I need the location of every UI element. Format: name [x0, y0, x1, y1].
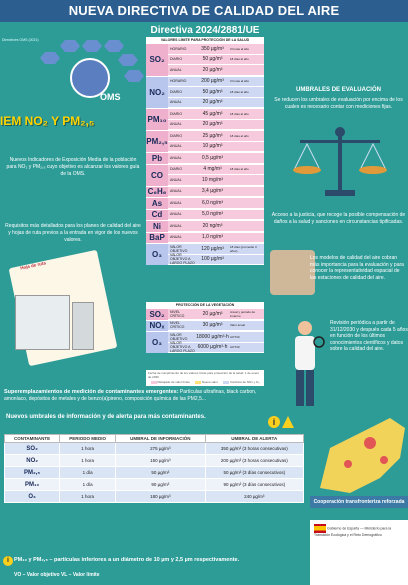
- column-header: PERIODO MEDIO: [60, 435, 116, 443]
- compliance-date-note: Fecha de cumplimiento de los valores límite para protección de la salud: 1 de enero de 2030: [148, 371, 260, 379]
- cell-value: 3,4 µg/m³: [201, 188, 224, 195]
- cell-period: DIARIO: [170, 57, 183, 62]
- table-row: [168, 198, 264, 209]
- cell-value: 20 µg/m³: [202, 121, 223, 128]
- pollutant-name: As: [146, 198, 168, 209]
- hexagon-decor: [82, 40, 102, 52]
- cell-note: AOT40: [230, 345, 240, 350]
- cell-period: ANUAL: [170, 189, 182, 194]
- info-icon: i: [3, 556, 13, 566]
- cell-period: VALOR OBJETIVO A LARGO PLAZO: [170, 253, 195, 266]
- abbreviations-note: VO – Valor objetivo VL – Valor límite: [14, 572, 100, 578]
- government-label: Gobierno de España — Ministerio para la Transición Ecológica y el Reto Demográfico: [314, 526, 392, 537]
- compliance-footnote: [146, 370, 264, 386]
- table-row: [168, 187, 264, 198]
- pollutant-group: [146, 331, 264, 353]
- cell-value: 30 µg/m³: [202, 322, 223, 329]
- cell-note: 18 días al año: [230, 89, 249, 94]
- table-cell: 1 hora: [60, 455, 116, 467]
- table-cell: 240 µg/m³: [205, 491, 303, 503]
- table-cell: 180 µg/m³: [116, 491, 205, 503]
- cell-value: 4 mg/m³: [203, 166, 222, 173]
- roadmap-label: Hoja de ruta: [19, 260, 47, 271]
- table-cell: O₃: [5, 491, 60, 503]
- measurement-station-icon: [15, 295, 70, 350]
- table-legend: [148, 379, 262, 385]
- legend-item: Rebajado de valor límite: [151, 380, 190, 384]
- table-row: [168, 321, 264, 332]
- pollutant-group: [146, 197, 264, 209]
- pollutant-name: Cd: [146, 210, 168, 221]
- cell-value: 50 µg/m³: [202, 88, 223, 95]
- hexagon-decor: [60, 40, 80, 52]
- table-row: [168, 87, 264, 98]
- cell-period: DIARIO: [170, 167, 183, 172]
- cell-note: 18 días al año: [230, 133, 249, 138]
- table-header-row: [5, 435, 304, 443]
- page-title: NUEVA DIRECTIVA DE CALIDAD DEL AIRE: [0, 0, 408, 22]
- cell-period: ANUAL: [170, 67, 182, 72]
- justice-scale-icon: [290, 124, 390, 200]
- review-text: Revisión periódica a partir de 31/12/2030 y después cada 5 años en función de los últimos conocimientos científicos y datos sobre la calidad del aire.: [330, 320, 408, 352]
- cell-value: 45 µg/m³: [202, 110, 223, 117]
- pollutant-group: [146, 186, 264, 198]
- cell-value: 20 µg/m³: [202, 310, 223, 317]
- hexagon-decor: [104, 40, 124, 52]
- limit-values-table: [146, 37, 264, 265]
- table-row: [168, 142, 264, 153]
- warning-icon: [282, 416, 294, 428]
- supersites-detail: Partículas ultrafinas, black carbon, amoníaco, depósitos de metales y de benzo(a)pireno, composición química de las PM2,5...: [4, 389, 257, 403]
- pollutant-name: BaP: [146, 233, 168, 244]
- table-row: [5, 455, 304, 467]
- table-cell: 1 día: [60, 467, 116, 479]
- cell-note: 3 horas al año: [230, 46, 250, 51]
- cell-period: NIVEL CRÍTICO: [170, 321, 185, 330]
- cell-value: 50 µg/m³: [202, 56, 223, 63]
- pollutant-name: NO₂: [146, 77, 168, 109]
- table-row: [168, 109, 264, 120]
- table-row: [168, 55, 264, 66]
- pollutant-group: [146, 209, 264, 221]
- cell-value: 200 µg/m³: [201, 78, 224, 85]
- cell-note: 18 días al año: [230, 57, 249, 62]
- supersites-block: [4, 389, 266, 403]
- pollutant-name: CO: [146, 165, 168, 186]
- spain-flag-icon: [314, 524, 326, 533]
- iem-description: Nuevos Indicadores de Exposición Media de la población para NO₂ y PM₂,₅ cuyo objetivo es alcanzar los valores guía de la OMS.: [6, 157, 140, 177]
- cell-period: NIVEL CRÍTICO: [170, 309, 185, 318]
- table-cell: PM₂,₅: [5, 467, 60, 479]
- pollutant-group: [146, 76, 264, 109]
- table-row: [168, 221, 264, 232]
- cell-period: ANUAL: [170, 122, 182, 127]
- table-row: [168, 44, 264, 55]
- table-row: [168, 131, 264, 142]
- table-cell: PM₁₀: [5, 479, 60, 491]
- pollutant-name: C₆H₆: [147, 187, 167, 197]
- cooperation-banner: Cooperación transfronteriza reforzada: [310, 496, 408, 508]
- justice-access-text: Acceso a la justicia, que recoge la posible compensación de daños a la salud y sanciones en circunstancias tipificadas.: [271, 212, 406, 225]
- supersites-title: Superemplazamientos de medición de contaminantes emergentes:: [4, 389, 179, 395]
- cell-period: ANUAL: [170, 212, 182, 217]
- air-model-map-icon: [270, 250, 315, 295]
- table-row: [168, 343, 264, 354]
- hexagon-decor: [124, 70, 144, 82]
- vegetation-header: PROTECCIÓN DE LA VEGETACIÓN: [175, 303, 235, 307]
- table-row: [168, 210, 264, 221]
- oms-label: OMS: [100, 92, 121, 102]
- requirements-text: Requisitos más detallados para los planes de calidad del aire y hojas de ruta previos a la entrada en vigor de los nuevos valores.: [5, 223, 141, 243]
- thresholds-title: UMBRALES DE EVALUACIÓN: [296, 87, 381, 93]
- vegetation-groups: [146, 308, 264, 353]
- pollutant-name: Pb: [146, 153, 168, 164]
- table-cell: 1 hora: [60, 443, 116, 455]
- europe-map-icon: [310, 398, 408, 498]
- cell-period: VALOR OBJETIVO A LARGO PLAZO: [170, 341, 195, 354]
- who-guidelines-label: Directrices OMS (2021): [2, 38, 39, 42]
- table-cell: 50 µg/m³: [116, 467, 205, 479]
- cell-note: 3 horas al año: [230, 79, 250, 84]
- table-row: [168, 165, 264, 176]
- cell-value: 0,5 µg/m³: [201, 154, 224, 161]
- thresholds-text: Se reducen los umbrales de evaluación por encima de los cuales es necesario contar con mediciones fijas.: [274, 97, 403, 110]
- info-icon: i: [268, 416, 280, 428]
- table-row: [168, 233, 264, 244]
- pollutant-group: [146, 220, 264, 232]
- directive-title: Directiva 2024/2881/UE: [150, 25, 260, 36]
- pollutant-group: [146, 130, 264, 152]
- table-cell: NO₂: [5, 455, 60, 467]
- cell-value: 25 µg/m³: [202, 132, 223, 139]
- measurement-station-icon: [72, 302, 94, 350]
- pollutant-group: [146, 232, 264, 244]
- table-row: [168, 77, 264, 88]
- pollutant-group: [146, 320, 264, 332]
- table-cell: 350 µg/m³ (3 horas consecutivas): [205, 443, 303, 455]
- hexagon-decor: [118, 54, 138, 66]
- pollutant-name: SO₂: [146, 309, 168, 320]
- table-row: [168, 65, 264, 76]
- cell-note: Valor anual: [230, 323, 245, 328]
- table-cell: 150 µg/m³: [116, 455, 205, 467]
- cell-note: 18 días al año: [230, 167, 249, 172]
- table-row: [168, 255, 264, 266]
- alert-thresholds-table: [4, 434, 304, 503]
- cell-period: ANUAL: [170, 155, 182, 160]
- table-row: [168, 98, 264, 109]
- cell-value: 20 ng/m³: [202, 222, 223, 229]
- pollutant-name: PM₁₀: [146, 109, 168, 130]
- table-row: [5, 479, 304, 491]
- new-thresholds-title: Nuevos umbrales de información y de alerta para más contaminantes.: [6, 414, 206, 420]
- pollutant-group: [146, 152, 264, 164]
- cell-period: DIARIO: [170, 111, 183, 116]
- table-row: [168, 120, 264, 131]
- table-cell: SO₂: [5, 443, 60, 455]
- cell-value: 20 µg/m³: [202, 99, 223, 106]
- cell-period: VALOR OBJETIVO: [170, 332, 188, 341]
- cell-value: 18000 µg/m³·h: [196, 333, 229, 340]
- cell-note: Anual y periodo de invierno: [230, 309, 256, 318]
- legend-item: Cambios de NOx y O₃: [223, 380, 260, 384]
- cell-note: 18 días (promedio 3 años): [230, 244, 257, 253]
- table-row: [5, 467, 304, 479]
- cell-value: 1,0 ng/m³: [201, 234, 224, 241]
- table-row: [168, 309, 264, 320]
- pollutant-name: Ni: [146, 221, 168, 232]
- cell-value: 10 µg/m³: [202, 143, 223, 150]
- table-row: [5, 443, 304, 455]
- pollutant-group: [146, 43, 264, 76]
- pollutant-group: [146, 164, 264, 186]
- cell-value: 6,0 ng/m³: [201, 199, 224, 206]
- pollutant-group: [146, 308, 264, 320]
- column-header: UMBRAL DE INFORMACIÓN: [116, 435, 205, 443]
- cell-period: HORARIO: [170, 79, 187, 84]
- pollutant-name: O₃: [146, 244, 168, 265]
- column-header: CONTAMINANTE: [5, 435, 60, 443]
- pollutant-group: [146, 243, 264, 265]
- air-models-text: Los modelos de calidad del aire cobran más importancia para la evaluación y para conocer la representatividad espacial de las estaciones de calidad del aire.: [310, 255, 404, 281]
- cell-value: 120 µg/m³: [201, 245, 224, 252]
- cell-note: AOT40: [230, 334, 240, 339]
- pollutant-group: [146, 108, 264, 130]
- pollutant-name: SO₂: [146, 44, 168, 76]
- cell-period: DIARIO: [170, 89, 183, 94]
- cell-period: HORARIO: [170, 46, 187, 51]
- government-logo-block: [310, 520, 408, 585]
- table-row: [168, 153, 264, 164]
- cell-period: ANUAL: [170, 223, 182, 228]
- column-header: UMBRAL DE ALERTA: [205, 435, 303, 443]
- iem-title: IEM NO₂ Y PM₂,₅: [0, 114, 95, 128]
- cell-value: 6000 µg/m³·h: [197, 344, 228, 351]
- table-cell: 90 µg/m³: [116, 479, 205, 491]
- table-cell: 1 hora: [60, 491, 116, 503]
- cell-period: VALOR OBJETIVO: [170, 244, 188, 253]
- pollutant-name: O₃: [146, 332, 168, 353]
- vegetation-table: [146, 302, 264, 353]
- cell-period: ANUAL: [170, 100, 182, 105]
- pm-definition-note: PM₁₀ y PM₂,₅ – partículas inferiores a un diámetro de 10 µm y 2,5 µm respectivamente.: [14, 557, 240, 563]
- cell-note: 18 días al año: [230, 111, 249, 116]
- table-cell: 275 µg/m³: [116, 443, 205, 455]
- pollutant-name: NOₓ: [146, 321, 168, 332]
- table-row: [5, 491, 304, 503]
- table-cell: 1 día: [60, 479, 116, 491]
- limit-groups: [146, 43, 264, 265]
- cell-value: 20 µg/m³: [202, 66, 223, 73]
- cell-period: ANUAL: [170, 144, 182, 149]
- hexagon-decor: [40, 52, 60, 64]
- table-row: [168, 175, 264, 186]
- cell-value: 350 µg/m³: [201, 45, 224, 52]
- table-cell: 50 µg/m³ (3 días consecutivos): [205, 467, 303, 479]
- pollutant-name: PM₂,₅: [146, 131, 168, 152]
- cell-value: 10 mg/m³: [201, 176, 224, 183]
- cell-period: ANUAL: [170, 200, 182, 205]
- cell-period: DIARIO: [170, 133, 183, 138]
- cell-value: 100 µg/m³: [201, 256, 224, 263]
- cell-period: ANUAL: [170, 235, 182, 240]
- table-cell: 200 µg/m³ (3 horas consecutivas): [205, 455, 303, 467]
- limit-values-header: VALORES LÍMITE PARA PROTECCIÓN DE LA SALUD: [160, 38, 250, 42]
- table-cell: 90 µg/m³ (3 días consecutivos): [205, 479, 303, 491]
- legend-item: Nuevo valor: [195, 380, 218, 384]
- cell-period: ANUAL: [170, 177, 182, 182]
- cell-value: 5,0 ng/m³: [201, 211, 224, 218]
